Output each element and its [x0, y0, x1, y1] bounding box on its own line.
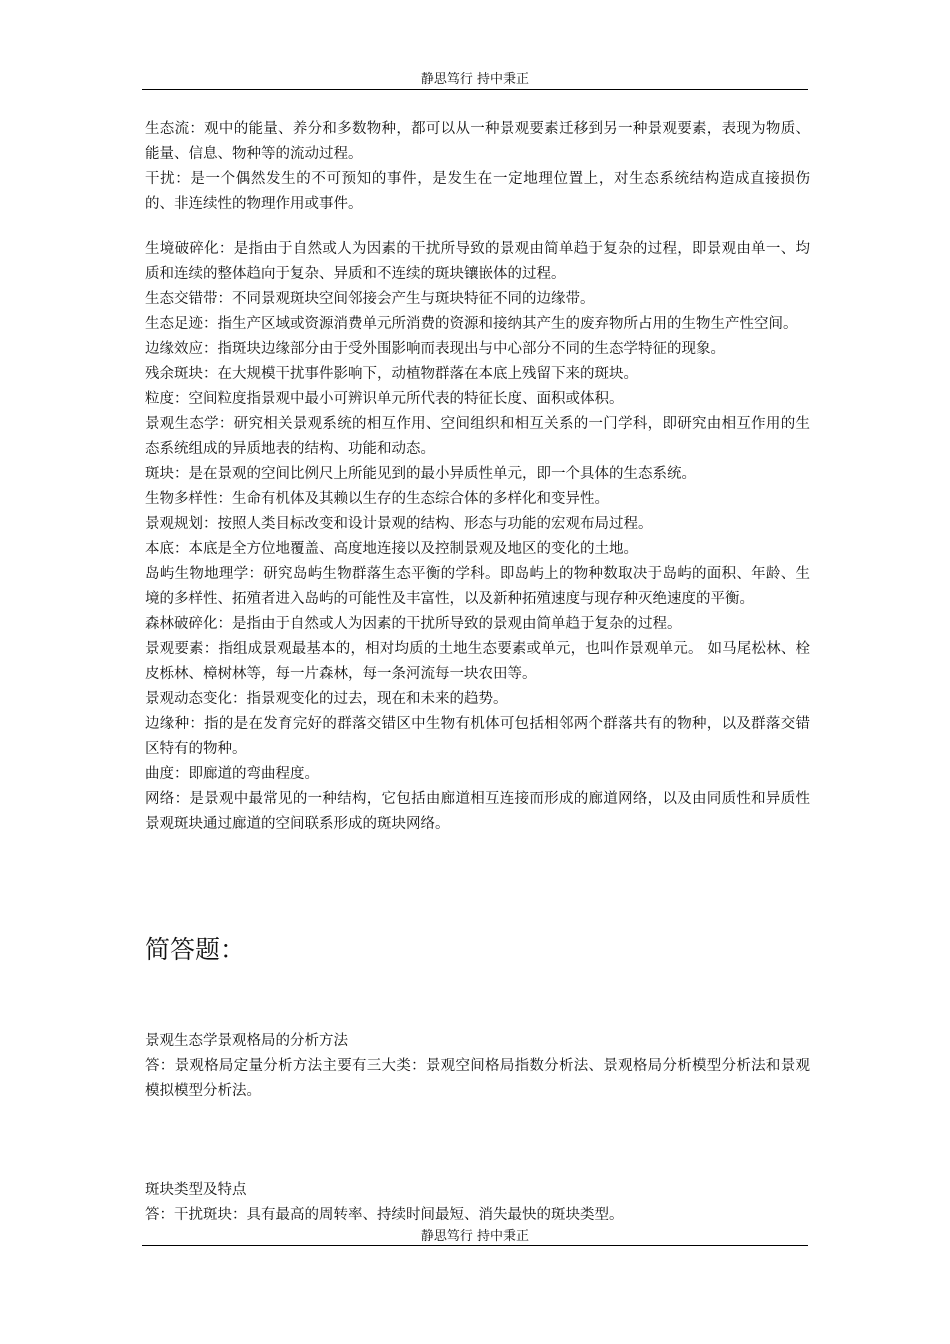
definition-item: 景观要素：指组成景观最基本的，相对均质的土地生态要素或单元，也叫作景观单元。 如马尾松林、栓皮栎林、樟树林等，每一片森林，每一条河流每一块农田等。: [145, 641, 810, 682]
definition-item: 生态流：观中的能量、养分和多数物种，都可以从一种景观要素迁移到另一种景观要素，表现为物质、能量、信息、物种等的流动过程。: [145, 121, 810, 162]
question-text: 斑块类型及特点: [145, 1182, 247, 1198]
definition-item: 岛屿生物地理学：研究岛屿生物群落生态平衡的学科。即岛屿上的物种数取决于岛屿的面积、年龄、生境的多样性、拓殖者进入岛屿的可能性及丰富性，以及新种拓殖速度与现存种灭绝速度的平衡。: [145, 566, 810, 607]
qa-block: [145, 1178, 810, 1228]
definition-item: 曲度：即廊道的弯曲程度。: [145, 766, 319, 782]
answer-text: 答：干扰斑块：具有最高的周转率、持续时间最短、消失最快的斑块类型。: [145, 1207, 624, 1223]
definition-item: 生物多样性：生命有机体及其赖以生存的生态综合体的多样化和变异性。: [145, 491, 609, 507]
definition-item: 森林破碎化：是指由于自然或人为因素的干扰所导致的景观由简单趋于复杂的过程。: [145, 616, 682, 632]
definition-item: 生境破碎化：是指由于自然或人为因素的干扰所导致的景观由简单趋于复杂的过程，即景观由单一、均质和连续的整体趋向于复杂、异质和不连续的斑块镶嵌体的过程。: [145, 241, 810, 282]
definition-item: 景观规划：按照人类目标改变和设计景观的结构、形态与功能的宏观布局过程。: [145, 516, 653, 532]
question-text: 景观生态学景观格局的分析方法: [145, 1033, 348, 1049]
page-footer: 静思笃行 持中秉正: [420, 1229, 530, 1244]
definition-item: 干扰：是一个偶然发生的不可预知的事件，是发生在一定地理位置上，对生态系统结构造成直接损伤的、非连续性的物理作用或事件。: [145, 171, 810, 212]
definition-item: 景观动态变化：指景观变化的过去，现在和未来的趋势。: [145, 691, 508, 707]
paragraph-gap: [145, 217, 810, 237]
definition-item: 斑块：是在景观的空间比例尺上所能见到的最小异质性单元，即一个具体的生态系统。: [145, 466, 696, 482]
definition-item: 边缘种：指的是在发育完好的群落交错区中生物有机体可包括相邻两个群落共有的物种，以及群落交错区特有的物种。: [145, 716, 810, 757]
header-rule: [142, 89, 808, 90]
definition-item: 景观生态学：研究相关景观系统的相互作用、空间组织和相互关系的一门学科，即研究由相互作用的生态系统组成的异质地表的结构、功能和动态。: [145, 416, 810, 457]
definition-item: 网络：是景观中最常见的一种结构，它包括由廊道相互连接而形成的廊道网络，以及由同质性和异质性景观斑块通过廊道的空间联系形成的斑块网络。: [145, 791, 810, 832]
page-header: 静思笃行 持中秉正: [420, 72, 530, 87]
qa-block: [145, 1029, 810, 1104]
definition-item: 残余斑块：在大规模干扰事件影响下，动植物群落在本底上残留下来的斑块。: [145, 366, 638, 382]
section-title: 简答题：: [145, 935, 246, 964]
definition-item: 本底：本底是全方位地覆盖、高度地连接以及控制景观及地区的变化的土地。: [145, 541, 638, 557]
definition-item: 生态交错带：不同景观斑块空间邻接会产生与斑块特征不同的边缘带。: [145, 291, 595, 307]
definition-item: 边缘效应：指斑块边缘部分由于受外围影响而表现出与中心部分不同的生态学特征的现象。: [145, 341, 725, 357]
footer-rule: [142, 1245, 808, 1246]
definition-item: 粒度：空间粒度指景观中最小可辨识单元所代表的特征长度、面积或体积。: [145, 391, 624, 407]
answer-text: 答：景观格局定量分析方法主要有三大类：景观空间格局指数分析法、景观格局分析模型分析法和景观模拟模型分析法。: [145, 1058, 810, 1099]
definition-item: 生态足迹：指生产区域或资源消费单元所消费的资源和接纳其产生的废弃物所占用的生物生产性空间。: [145, 316, 798, 332]
definitions-list: [145, 117, 810, 837]
